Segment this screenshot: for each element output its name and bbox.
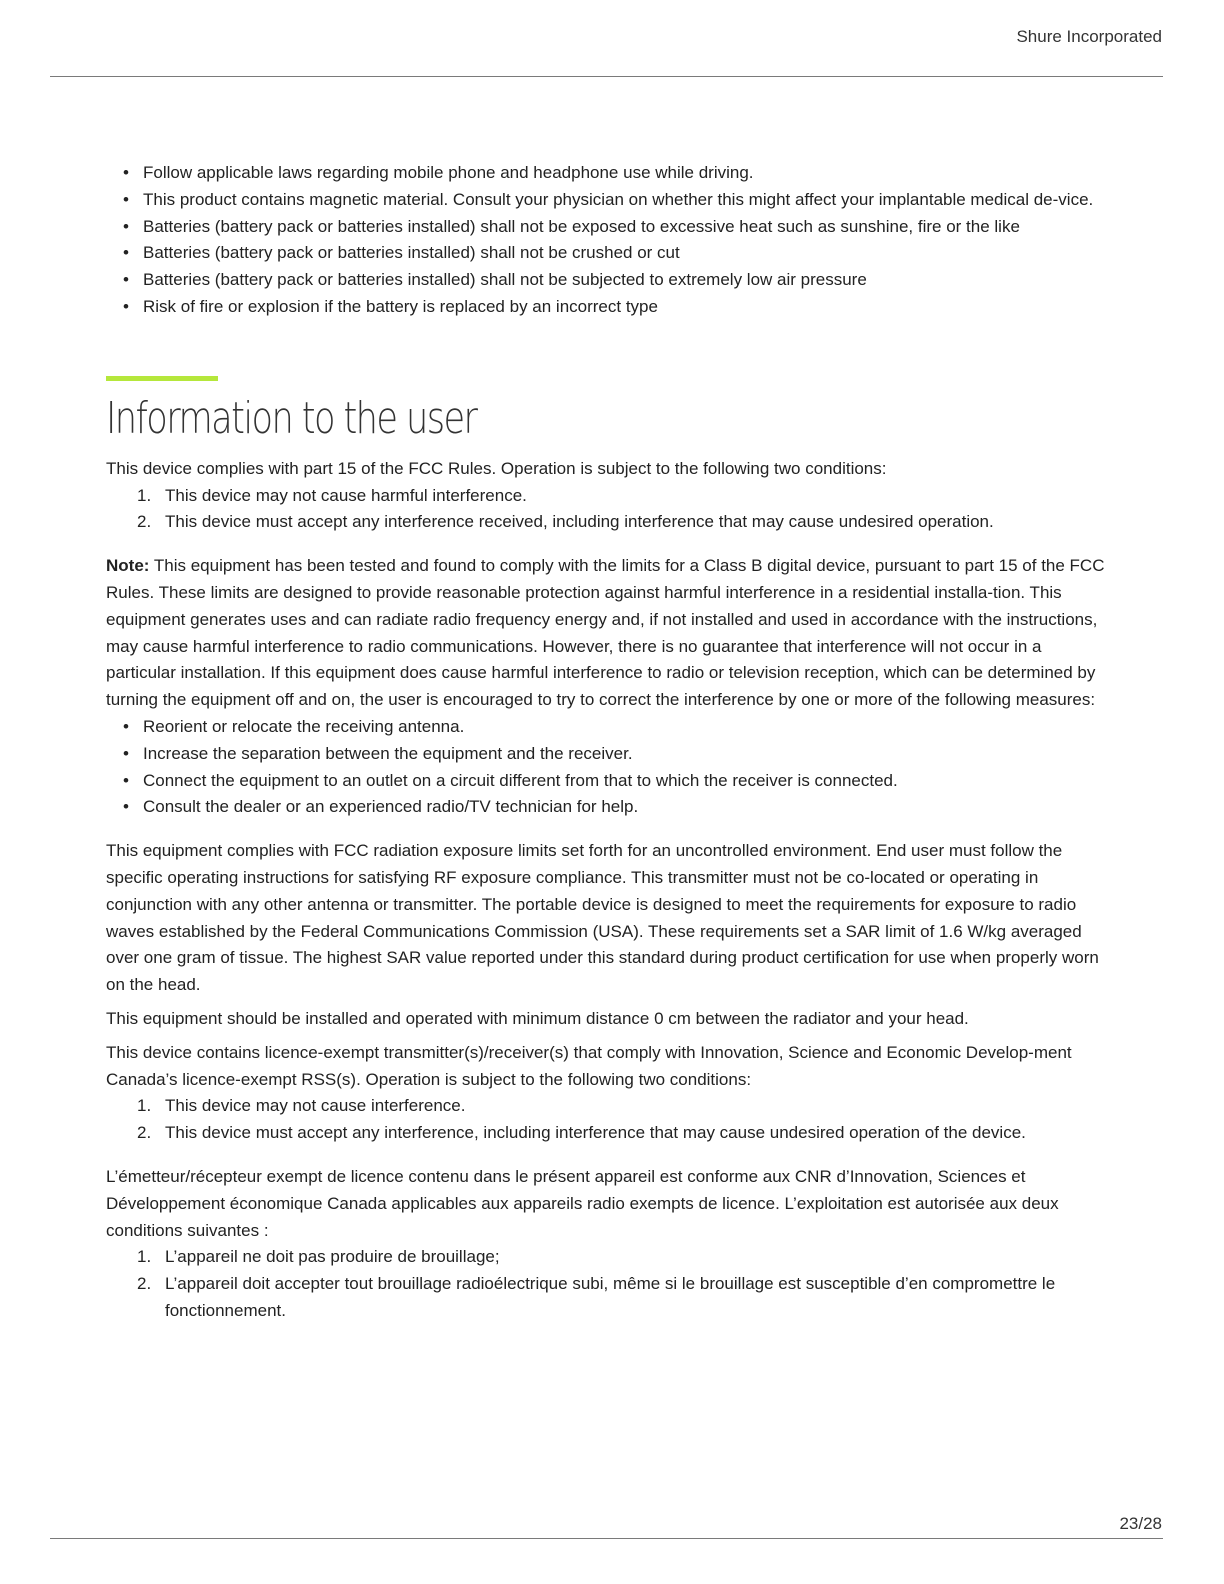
ised-conditions-list	[106, 1093, 1108, 1147]
french-conditions-list	[106, 1244, 1108, 1324]
note-text: This equipment has been tested and found to comply with the limits for a Class B digital device, pursuant to part 15 of the FCC Rules. These limits are designed to provide reasonable protection against harmful interference in a residential installa-tion. This equipment generates uses and can radiate radio frequency energy and, if not installed and used in accordance with the instructions, may cause harmful interference to radio communications. However, there is no guarantee that interference will not occur in a particular installation. If this equipment does cause harmful interference to radio or television reception, which can be determined by turning the equipment off and on, the user is encouraged to try to correct the interference by one or more of the following measures:	[106, 556, 1105, 710]
list-item	[137, 1120, 1108, 1147]
list-item: • Connect the equipment to an outlet on a circuit different from that to which the receiver is connected.	[143, 768, 1108, 795]
list-item: • Follow applicable laws regarding mobile phone and headphone use while driving.	[143, 160, 1108, 187]
list-item	[137, 483, 1108, 510]
list-item-text: L’appareil ne doit pas produire de brouillage;	[165, 1247, 500, 1267]
list-item: • Risk of fire or explosion if the battery is replaced by an incorrect type	[143, 294, 1108, 321]
list-item-text: This device may not cause interference.	[165, 1096, 466, 1116]
french-intro-paragraph: L’émetteur/récepteur exempt de licence contenu dans le présent appareil est conforme aux CNR d’Innovation, Sciences et Développement économique Canada applicables aux appareils radio exempts de licence. L’exploitation est autorisée aux deux conditions suivantes :	[106, 1166, 1059, 1240]
list-item: • Consult the dealer or an experienced radio/TV technician for help.	[143, 794, 1108, 821]
list-item	[137, 1271, 1108, 1325]
note-paragraph	[106, 553, 1108, 714]
list-item	[137, 509, 1108, 536]
list-item-text: This device must accept any interference, including interference that may cause undesired operation of the device.	[165, 1123, 1026, 1143]
section-accent-bar	[106, 376, 218, 381]
safety-list	[106, 160, 1108, 321]
footer-rule	[50, 1538, 1163, 1539]
list-item-text: This device may not cause harmful interference.	[165, 485, 527, 505]
distance-paragraph: This equipment should be installed and operated with minimum distance 0 cm between the radiator and your head.	[106, 1008, 969, 1028]
list-number: 1.	[137, 485, 152, 505]
list-item: • Batteries (battery pack or batteries installed) shall not be crushed or cut	[143, 240, 1108, 267]
list-item	[137, 1093, 1108, 1120]
header-rule	[50, 76, 1163, 77]
list-number: 2.	[137, 1274, 152, 1294]
list-number: 2.	[137, 512, 152, 532]
note-label: Note:	[106, 556, 150, 576]
list-number: 2.	[137, 1123, 152, 1143]
list-number: 1.	[137, 1096, 152, 1116]
list-item: • Batteries (battery pack or batteries installed) shall not be exposed to excessive heat such as sunshine, fire or the like	[143, 214, 1108, 241]
list-item-text: This device must accept any interference received, including interference that may cause undesired operation.	[165, 512, 994, 532]
page-content	[106, 160, 1108, 1325]
header-company: Shure Incorporated	[1016, 27, 1162, 46]
fcc-conditions-list	[106, 483, 1108, 537]
ised-intro-paragraph: This device contains licence-exempt transmitter(s)/receiver(s) that comply with Innovation, Science and Economic Develop-ment Canada’s licence-exempt RSS(s). Operation is subject to the following two conditions:	[106, 1042, 1072, 1089]
list-item-text: L’appareil doit accepter tout brouillage radioélectrique subi, même si le brouillage est susceptible d’en compromettre le fonctionnement.	[165, 1274, 1056, 1320]
list-item: • Reorient or relocate the receiving antenna.	[143, 714, 1108, 741]
list-item: • Increase the separation between the equipment and the receiver.	[143, 741, 1108, 768]
measures-list	[106, 714, 1108, 821]
section-title: Information to the user	[106, 392, 477, 444]
fcc-intro-paragraph: This device complies with part 15 of the FCC Rules. Operation is subject to the following two conditions:	[106, 458, 887, 478]
list-item: • Batteries (battery pack or batteries installed) shall not be subjected to extremely low air pressure	[143, 267, 1108, 294]
list-item: • This product contains magnetic material. Consult your physician on whether this might affect your implantable medical de-vice.	[143, 187, 1108, 214]
rf-exposure-paragraph: This equipment complies with FCC radiation exposure limits set forth for an uncontrolled environment. End user must follow the specific operating instructions for satisfying RF exposure compliance. This transmitter must not be co-located or operating in conjunction with any other antenna or transmitter. The portable device is designed to meet the requirements for exposure to radio waves established by the Federal Communications Commission (USA). These requirements set a SAR limit of 1.6 W/kg averaged over one gram of tissue. The highest SAR value reported under this standard during product certification for use when properly worn on the head.	[106, 841, 1099, 995]
list-number: 1.	[137, 1247, 152, 1267]
list-item	[137, 1244, 1108, 1271]
page-number: 23/28	[1119, 1514, 1162, 1533]
